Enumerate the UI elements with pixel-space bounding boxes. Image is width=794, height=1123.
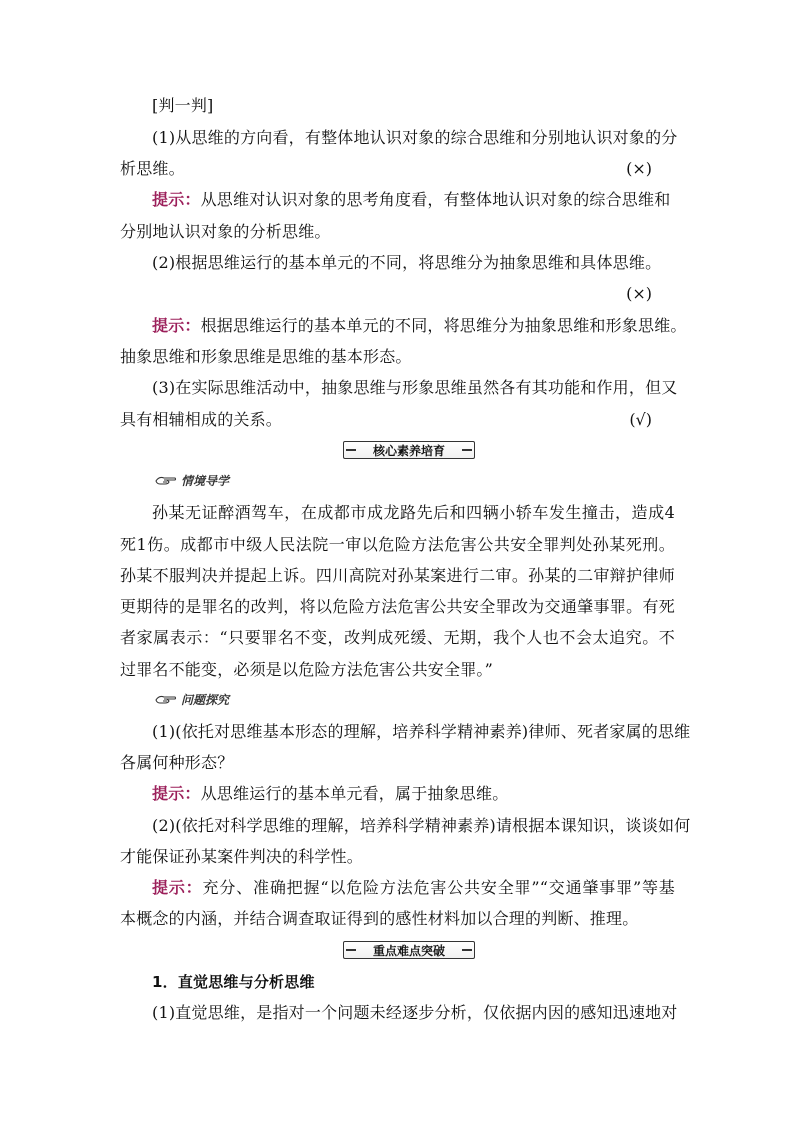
judge-q1-mark: (×) xyxy=(626,159,652,178)
case-para-line6: 过罪名不能变，必须是以危险方法危害公共安全罪。” xyxy=(120,660,493,679)
judge-q3-line1: (3)在实际思维活动中，抽象思维与形象思维虽然各有其功能和作用，但又 xyxy=(152,378,678,397)
inquiry-hint1 xyxy=(152,784,508,804)
judge-q3-line2: 具有相辅相成的关系。 xyxy=(120,410,283,429)
case-para-line3: 孙某不服判决并提起上诉。四川高院对孙某案进行二审。孙某的二审辩护律师 xyxy=(120,566,675,585)
hint-tag: 提示： xyxy=(152,784,201,803)
subheading-label: 情境导学 xyxy=(181,473,230,488)
banner-label: 核心素养培育 xyxy=(372,443,445,458)
judge-q2-line1: (2)根据思维运行的基本单元的不同，将思维分为抽象思维和具体思维。 xyxy=(152,253,662,272)
inquiry-q1-line1: (1)(依托对思维基本形态的理解，培养科学精神素养)律师、死者家属的思维 xyxy=(152,722,691,741)
hint-tag: 提示： xyxy=(152,316,201,335)
case-para-line2: 死1伤。成都市中级人民法院一审以危险方法危害公共安全罪判处孙某死刑。 xyxy=(120,535,675,554)
subheading-label: 问题探究 xyxy=(181,692,230,707)
hint-text: 根据思维运行的基本单元的不同，将思维分为抽象思维和形象思维。 xyxy=(200,316,687,335)
section-banner-key-points xyxy=(343,941,475,959)
judge-q2-mark: (×) xyxy=(626,284,652,303)
hand-pointer-icon xyxy=(155,692,177,706)
inquiry-q1-line2: 各属何种形态？ xyxy=(120,753,234,772)
inquiry-q2-line2: 才能保证孙某案件判决的科学性。 xyxy=(120,847,364,866)
hint-tag: 提示： xyxy=(152,190,201,209)
hint-tag: 提示： xyxy=(152,878,203,897)
judge-heading: [判一判] xyxy=(152,96,214,115)
judge-q1-line1: (1)从思维的方向看，有整体地认识对象的综合思维和分别地认识对象的分 xyxy=(152,128,678,147)
hint-text: 从思维对认识对象的思考角度看，有整体地认识对象的综合思维和 xyxy=(200,190,671,209)
judge-hint2-line1 xyxy=(152,316,687,336)
subheading-situation xyxy=(155,472,229,488)
judge-q1-line2: 析思维。 xyxy=(120,159,185,178)
item1-line1: (1)直觉思维，是指对一个问题未经逐步分析，仅依据内因的感知迅速地对 xyxy=(152,1003,678,1022)
judge-hint2-line2: 抽象思维和形象思维是思维的基本形态。 xyxy=(120,347,412,366)
hand-pointer-icon xyxy=(155,473,177,487)
hint-text: 充分、准确把握“以危险方法危害公共安全罪”“交通肇事罪”等基 xyxy=(202,878,675,897)
judge-hint1-line2: 分别地认识对象的分析思维。 xyxy=(120,222,331,241)
judge-hint1-line1 xyxy=(152,190,670,210)
judge-q3-mark: (√) xyxy=(629,410,652,429)
inquiry-hint2-line1 xyxy=(152,878,675,898)
banner-label: 重点难点突破 xyxy=(372,943,445,958)
case-para-line1: 孙某无证醉酒驾车，在成都市成龙路先后和四辆小轿车发生撞击，造成4 xyxy=(152,503,675,522)
item1-title: 1．直觉思维与分析思维 xyxy=(152,973,315,991)
inquiry-hint2-line2: 本概念的内涵，并结合调查取证得到的感性材料加以合理的判断、推理。 xyxy=(120,909,639,928)
case-para-line4: 更期待的是罪名的改判，将以危险方法危害公共安全罪改为交通肇事罪。有死 xyxy=(120,597,675,616)
subheading-inquiry xyxy=(155,691,229,707)
inquiry-q2-line1: (2)(依托对科学思维的理解，培养科学精神素养)请根据本课知识，谈谈如何 xyxy=(152,816,691,835)
section-banner-core-literacy xyxy=(343,441,475,459)
hint-text: 从思维运行的基本单元看，属于抽象思维。 xyxy=(200,784,509,803)
case-para-line5: 者家属表示：“只要罪名不变，改判成死缓、无期，我个人也不会太追究。不 xyxy=(120,628,675,647)
